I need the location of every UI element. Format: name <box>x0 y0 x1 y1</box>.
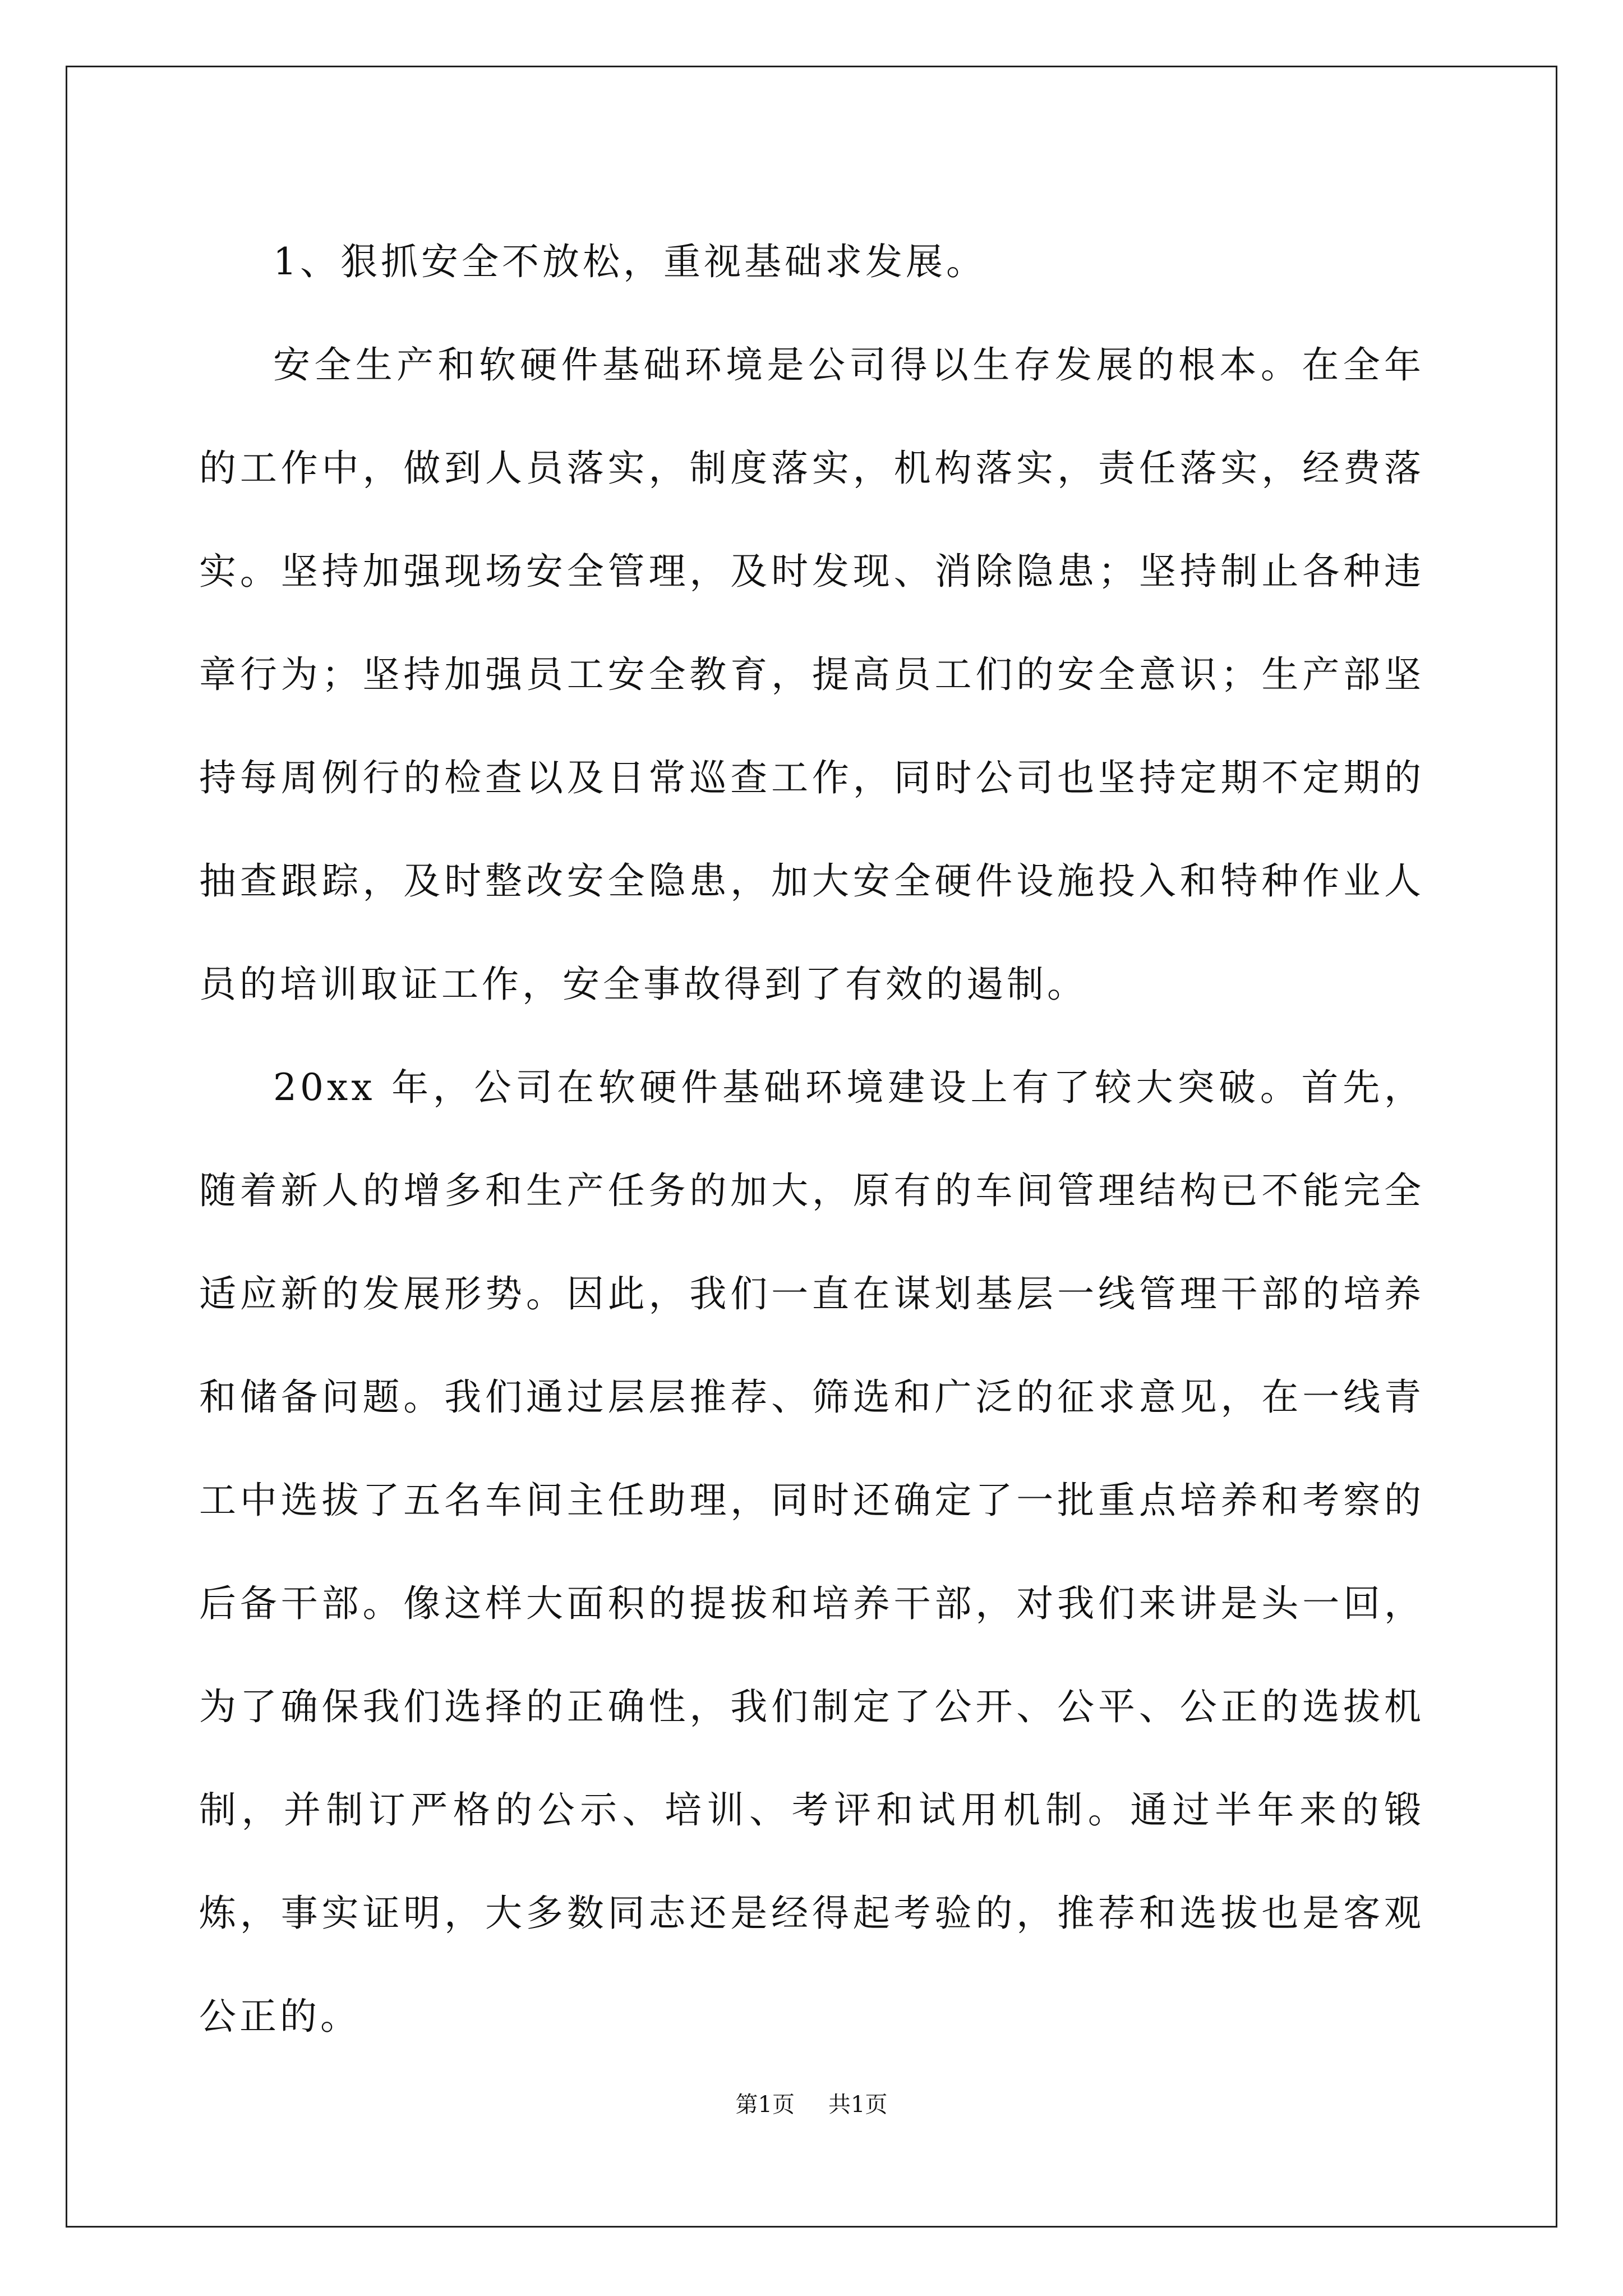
page-number-total: 共1页 <box>828 2092 888 2118</box>
document-body <box>199 210 1424 2068</box>
paragraph-safety: 安全生产和软硬件基础环境是公司得以生存发展的根本。在全年的工作中，做到人员落实，制度落实，机构落实，责任落实，经费落实。坚持加强现场安全管理，及时发现、消除隐患；坚持制止各种违章行为；坚持加强员工安全教育，提高员工们的安全意识；生产部坚持每周例行的检查以及日常巡查工作，同时公司也坚持定期不定期的抽查跟踪，及时整改安全隐患，加大安全硬件设施投入和特种作业人员的培训取证工作，安全事故得到了有效的遏制。 <box>199 343 1424 1006</box>
paragraph-infrastructure: 20xx 年，公司在软硬件基础环境建设上有了较大突破。首先，随着新人的增多和生产任务的加大，原有的车间管理结构已不能完全适应新的发展形势。因此，我们一直在谋划基层一线管理干部的培养和储备问题。我们通过层层推荐、筛选和广泛的征求意见，在一线青工中选拔了五名车间主任助理，同时还确定了一批重点培养和考察的后备干部。像这样大面积的提拔和培养干部，对我们来讲是头一回，为了确保我们选择的正确性，我们制定了公开、公平、公正的选拔机制，并制订严格的公示、培训、考评和试用机制。通过半年来的锻炼，事实证明，大多数同志还是经得起考验的，推荐和选拔也是客观公正的。 <box>199 1066 1424 2038</box>
page-footer <box>0 2087 1623 2119</box>
page-number-current: 第1页 <box>735 2092 795 2118</box>
paragraph-heading: 1、狠抓安全不放松，重视基础求发展。 <box>273 240 986 283</box>
